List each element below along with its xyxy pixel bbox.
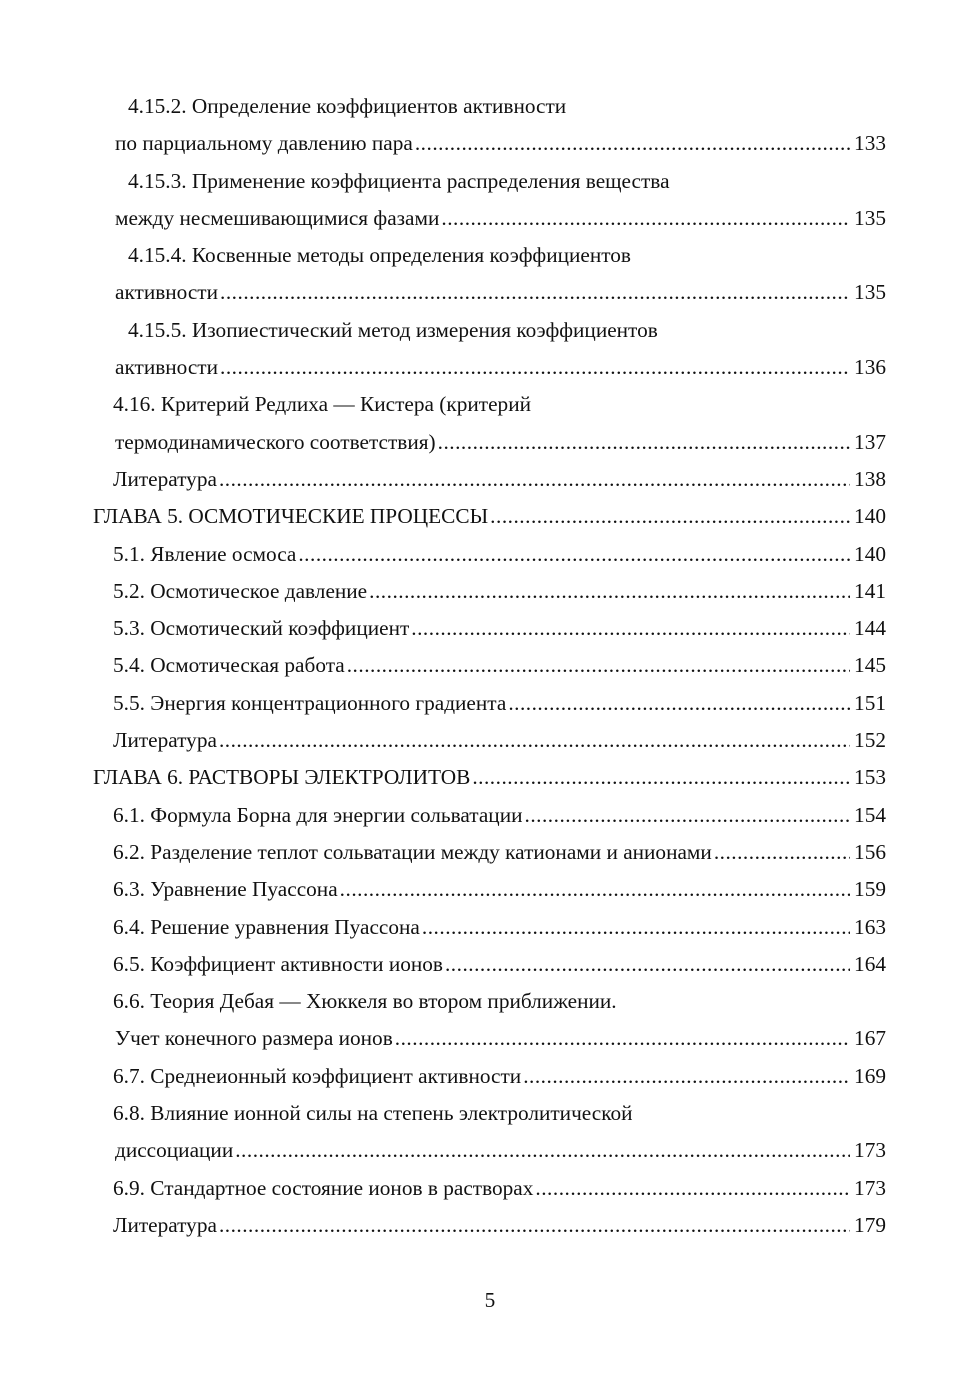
toc-entry-title: 5.1. Явление осмоса [113,536,298,573]
toc-entry-title: Литература [113,461,219,498]
toc-entry-title: термодинамического соответствия) [115,424,438,461]
toc-entry-link[interactable] [115,274,886,311]
toc-subsection-heading: 4.15.4. Косвенные методы определения коэффициентов [128,243,631,268]
dot-leader [472,759,850,796]
dot-leader [523,1058,850,1095]
toc-page-number: 138 [854,466,886,491]
dot-leader [220,274,850,311]
toc-line [0,647,980,684]
toc-page-number: 179 [854,1212,886,1237]
toc-entry-title: активности [115,349,220,386]
toc-entry-link[interactable] [113,685,886,722]
dot-leader [525,797,851,834]
toc-entry-link[interactable] [115,125,886,162]
toc-entry-title: 6.1. Формула Борна для энергии сольватации [113,797,525,834]
toc-entry-title: между несмешивающимися фазами [115,200,441,237]
toc-page-number: 137 [854,429,886,454]
toc-line [0,983,980,1020]
toc-line [0,349,980,386]
toc-entry-title: 6.9. Стандартное состояние ионов в растворах [113,1170,535,1207]
toc-entry-link[interactable] [113,871,886,908]
toc-entry-link[interactable] [115,200,886,237]
toc-entry-link[interactable] [113,610,886,647]
toc-entry-title: 5.2. Осмотическое давление [113,573,369,610]
toc-line [0,386,980,423]
dot-leader [235,1132,850,1169]
toc-line [0,1095,980,1132]
dot-leader [219,461,850,498]
toc-page-number: 135 [854,205,886,230]
toc-entry-link[interactable] [113,1170,886,1207]
toc-page-number: 141 [854,578,886,603]
toc-page-number: 133 [854,131,886,156]
toc-line [0,461,980,498]
dot-leader [445,946,850,983]
toc-page-number: 156 [854,839,886,864]
toc-page-number: 173 [854,1138,886,1163]
dot-leader [395,1020,850,1057]
toc-entry-title: Учет конечного размера ионов [115,1020,395,1057]
toc-line [0,1207,980,1244]
table-of-contents [0,88,980,1244]
toc-entry-title: 6.4. Решение уравнения Пуассона [113,909,422,946]
toc-line [0,1170,980,1207]
toc-entry-title: 6.7. Среднеионный коэффициент активности [113,1058,523,1095]
toc-page-number: 153 [854,765,886,790]
toc-entry-title: 6.2. Разделение теплот сольватации между катионами и анионами [113,834,714,871]
toc-entry-link[interactable] [113,909,886,946]
toc-line [0,274,980,311]
toc-line [0,312,980,349]
toc-entry-title: 6.5. Коэффициент активности ионов [113,946,445,983]
toc-entry-link[interactable] [113,1058,886,1095]
toc-entry-title: ГЛАВА 6. РАСТВОРЫ ЭЛЕКТРОЛИТОВ [93,759,472,796]
toc-entry-link[interactable] [115,424,886,461]
dot-leader [411,610,850,647]
toc-line [0,536,980,573]
toc-entry-title: ГЛАВА 5. ОСМОТИЧЕСКИЕ ПРОЦЕССЫ [93,498,490,535]
toc-entry-link[interactable] [113,946,886,983]
dot-leader [347,647,850,684]
dot-leader [220,349,850,386]
toc-line [0,200,980,237]
toc-line [0,797,980,834]
toc-entry-link[interactable] [115,1020,886,1057]
toc-entry-title: Литература [113,722,219,759]
toc-line [0,834,980,871]
toc-entry-link[interactable] [115,349,886,386]
toc-subsection-heading: 4.15.3. Применение коэффициента распределения вещества [128,168,670,193]
toc-page-number: 154 [854,802,886,827]
toc-entry-link[interactable] [113,722,886,759]
toc-line [0,1058,980,1095]
toc-page-number: 159 [854,877,886,902]
toc-entry-link[interactable] [113,834,886,871]
dot-leader [219,1207,850,1244]
toc-section-heading: 4.16. Критерий Редлиха — Кистера (критерий [113,392,531,417]
toc-page-number: 140 [854,541,886,566]
dot-leader [490,498,850,535]
toc-entry-link[interactable] [113,461,886,498]
toc-entry-title: 6.3. Уравнение Пуассона [113,871,340,908]
toc-entry-link[interactable] [113,573,886,610]
dot-leader [438,424,850,461]
dot-leader [422,909,850,946]
toc-page-number: 167 [854,1026,886,1051]
toc-line [0,125,980,162]
toc-entry-title: 5.4. Осмотическая работа [113,647,347,684]
dot-leader [415,125,850,162]
dot-leader [298,536,850,573]
toc-entry-title: Литература [113,1207,219,1244]
toc-section-heading: 6.8. Влияние ионной силы на степень электролитической [113,1101,633,1126]
toc-line [0,573,980,610]
toc-entry-title: по парциальному давлению пара [115,125,415,162]
toc-chapter-line [0,498,980,535]
toc-line [0,946,980,983]
toc-entry-link[interactable] [93,498,886,535]
toc-entry-link[interactable] [113,797,886,834]
toc-line [0,1132,980,1169]
page-number: 5 [484,1288,496,1312]
toc-entry-link[interactable] [113,647,886,684]
toc-line [0,685,980,722]
toc-page-number: 173 [854,1175,886,1200]
toc-entry-link[interactable] [93,759,886,796]
toc-line [0,237,980,274]
toc-line [0,909,980,946]
toc-entry-link[interactable] [113,536,886,573]
toc-line [0,88,980,125]
toc-page-number: 145 [854,653,886,678]
toc-entry-title: 5.3. Осмотический коэффициент [113,610,411,647]
toc-chapter-line [0,759,980,796]
toc-entry-title: 5.5. Энергия концентрационного градиента [113,685,508,722]
toc-page-number: 152 [854,728,886,753]
toc-page-number: 151 [854,690,886,715]
toc-line [0,610,980,647]
toc-line [0,871,980,908]
dot-leader [219,722,850,759]
dot-leader [369,573,850,610]
toc-subsection-heading: 4.15.2. Определение коэффициентов активности [128,94,567,118]
toc-page-number: 135 [854,280,886,305]
toc-page-number: 144 [854,616,886,641]
toc-page-number: 169 [854,1063,886,1088]
toc-line [0,722,980,759]
toc-page-number: 164 [854,951,886,976]
toc-line [0,424,980,461]
toc-subsection-heading: 4.15.5. Изопиестический метод измерения коэффициентов [128,317,658,342]
dot-leader [508,685,850,722]
toc-page-number: 163 [854,914,886,939]
dot-leader [340,871,850,908]
toc-section-heading: 6.6. Теория Дебая — Хюккеля во втором приближении. [113,989,617,1014]
toc-page-number: 140 [854,504,886,529]
toc-entry-link[interactable] [113,1207,886,1244]
toc-line [0,1020,980,1057]
dot-leader [441,200,850,237]
toc-line [0,163,980,200]
toc-entry-title: диссоциации [115,1132,235,1169]
dot-leader [714,834,850,871]
toc-page-number: 136 [854,355,886,380]
toc-entry-link[interactable] [115,1132,886,1169]
dot-leader [535,1170,850,1207]
toc-entry-title: активности [115,274,220,311]
